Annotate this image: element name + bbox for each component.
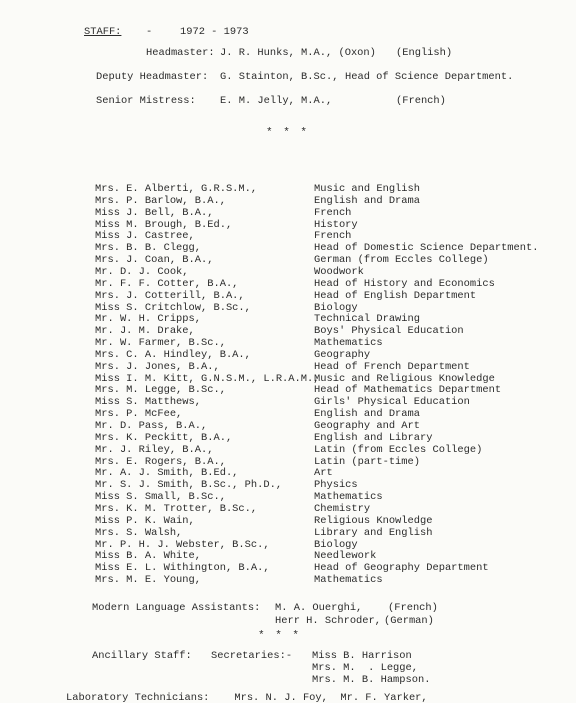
staff-subject: Mathematics [314,574,383,586]
staff-row [0,396,576,408]
staff-subject: Biology [314,538,358,551]
staff-label: STAFF: [84,26,122,38]
staff-row [0,539,576,551]
staff-subject: Needlework [314,550,377,563]
cutoff-region [0,690,576,703]
staff-subject: English and Drama [314,194,421,207]
staff-row [0,254,576,266]
staff-subject: German (from Eccles College) [314,254,489,267]
secretary-name: Mrs. M. B. Hampson. [312,674,431,686]
secretary-name: Mrs. M. . Legge, [312,662,419,674]
staff-subject: English and Drama [314,408,421,421]
staff-row [0,325,576,337]
separator-stars: * * * [266,127,310,139]
academic-year: 1972 - 1973 [180,26,249,38]
staff-name: Miss I. M. Kitt, G.N.S.M., L.R.A.M., [95,372,320,385]
assistant-name: M. A. Ouerghi, [275,602,363,614]
staff-subject: Biology [314,301,358,314]
staff-name: Mr. D. J. Cook, [95,265,189,278]
staff-name: Miss J. Castree, [95,230,195,243]
deputy-headmaster-name: G. Stainton, B.Sc., [220,71,339,83]
assistant-language: (French) [388,602,438,614]
staff-subject: English and Library [314,431,433,444]
staff-name: Mrs. S. Walsh, [95,526,183,539]
assistant-language: (German) [384,615,434,627]
staff-subject: Mathematics [314,491,383,504]
staff-subject: Head of Mathematics Department [314,384,502,397]
headmaster-title: Headmaster: [146,47,215,59]
staff-name: Mrs. J. Cotterill, B.A., [95,289,245,302]
staff-row [0,183,576,195]
secretaries-label: Secretaries:- [211,650,293,662]
staff-subject: Music and Religious Knowledge [314,372,495,385]
staff-subject: Head of Geography Department [314,562,489,575]
staff-name: Mr. J. Riley, B.A., [95,443,214,456]
staff-name: Mr. A. J. Smith, B.Ed., [95,467,239,480]
staff-row [0,467,576,479]
staff-row [0,242,576,254]
staff-row [0,550,576,562]
staff-name: Mrs. K. M. Trotter, B.Sc., [95,502,258,515]
staff-name: Mr. P. H. J. Webster, B.Sc., [95,538,270,551]
senior-mistress-title: Senior Mistress: [96,95,196,107]
staff-subject: French [314,206,352,219]
staff-subject: Library and English [314,526,433,539]
staff-name: Mrs. J. Jones, B.A., [95,360,220,373]
staff-name: Miss S. Small, B.Sc., [95,491,226,504]
secretary-name: Miss B. Harrison [312,650,412,662]
staff-name: Mr. S. J. Smith, B.Sc., Ph.D., [95,479,283,492]
staff-name: Mr. J. M. Drake, [95,325,195,338]
staff-row [0,207,576,219]
staff-subject: Religious Knowledge [314,514,433,527]
staff-row [0,384,576,396]
headmaster-name: J. R. Hunks, M.A., (Oxon) [220,47,376,59]
staff-name: Mrs. J. Coan, B.A., [95,254,214,267]
staff-subject: Boys' Physical Education [314,325,464,338]
staff-subject: Art [314,467,333,480]
ancillary-staff-label: Ancillary Staff: [92,650,192,662]
staff-name: Mrs. M. E. Young, [95,574,202,586]
staff-row [0,361,576,373]
staff-name: Mrs. M. Legge, B.Sc., [95,384,226,397]
senior-mistress-name: E. M. Jelly, M.A., [220,95,333,107]
staff-name: Miss J. Bell, B.A., [95,206,214,219]
assistant-name: Herr H. Schroder, [275,615,382,627]
staff-row [0,503,576,515]
staff-name: Mrs. B. B. Clegg, [95,242,202,255]
staff-row [0,349,576,361]
staff-subject: Girls' Physical Education [314,396,470,409]
staff-row [0,479,576,491]
staff-row [0,408,576,420]
staff-row [0,230,576,242]
staff-row [0,337,576,349]
staff-subject: Latin (from Eccles College) [314,443,483,456]
staff-name: Miss B. A. White, [95,550,202,563]
staff-subject: Head of English Department [314,289,477,302]
staff-row [0,373,576,385]
staff-row [0,432,576,444]
staff-subject: Music and English [314,183,421,195]
headmaster-note: (English) [396,47,453,59]
staff-name: Mr. W. Farmer, B.Sc., [95,337,226,349]
staff-row [0,456,576,468]
deputy-headmaster-note: Head of Science Department. [345,71,514,83]
staff-subject: Woodwork [314,265,364,278]
language-assistants-label: Modern Language Assistants: [92,602,261,614]
staff-name: Mrs. C. A. Hindley, B.A., [95,348,251,361]
staff-name: Miss M. Brough, B.Ed., [95,218,233,231]
staff-subject: Head of French Department [314,360,470,373]
header-dash: - [146,26,153,38]
senior-mistress-note: (French) [396,95,446,107]
staff-row [0,444,576,456]
staff-subject: Mathematics [314,337,383,349]
staff-subject: Head of History and Economics [314,277,495,290]
staff-subject: French [314,230,352,243]
staff-name: Mrs. E. Rogers, B.A., [95,455,226,468]
staff-name: Miss S. Critchlow, B.Sc., [95,301,251,314]
staff-name: Mrs. P. McFee, [95,408,183,421]
staff-row [0,574,576,586]
staff-row [0,290,576,302]
staff-subject: Geography and Art [314,420,421,432]
staff-name: Miss S. Matthews, [95,396,202,409]
staff-row [0,515,576,527]
staff-subject: Geography [314,348,371,361]
staff-name: Mrs. P. Barlow, B.A., [95,194,226,207]
staff-row [0,527,576,539]
staff-row [0,195,576,207]
staff-subject: History [314,218,358,231]
staff-subject: Latin (part-time) [314,455,421,468]
staff-subject: Physics [314,479,358,492]
lab-technicians-line: Laboratory Technicians: Mrs. N. J. Foy, Mr. F. Yarker, [66,692,428,703]
staff-row [0,562,576,574]
staff-row [0,420,576,432]
staff-row [0,266,576,278]
staff-subject: Head of Domestic Science Department. [314,242,539,255]
staff-subject: Chemistry [314,502,371,515]
staff-subject: Technical Drawing [314,313,421,326]
separator-stars: * * * [258,630,302,642]
staff-row [0,313,576,325]
staff-name: Mrs. K. Peckitt, B.A., [95,431,233,444]
staff-row [0,219,576,231]
staff-row [0,302,576,314]
staff-name: Mr. D. Pass, B.A., [95,420,208,432]
staff-row [0,491,576,503]
staff-name: Miss E. L. Withington, B.A., [95,562,270,575]
staff-row [0,278,576,290]
staff-name: Miss P. K. Wain, [95,514,195,527]
staff-name: Mrs. E. Alberti, G.R.S.M., [95,183,258,195]
staff-name: Mr. W. H. Cripps, [95,313,202,326]
staff-name: Mr. F. F. Cotter, B.A., [95,277,239,290]
deputy-headmaster-title: Deputy Headmaster: [96,71,209,83]
